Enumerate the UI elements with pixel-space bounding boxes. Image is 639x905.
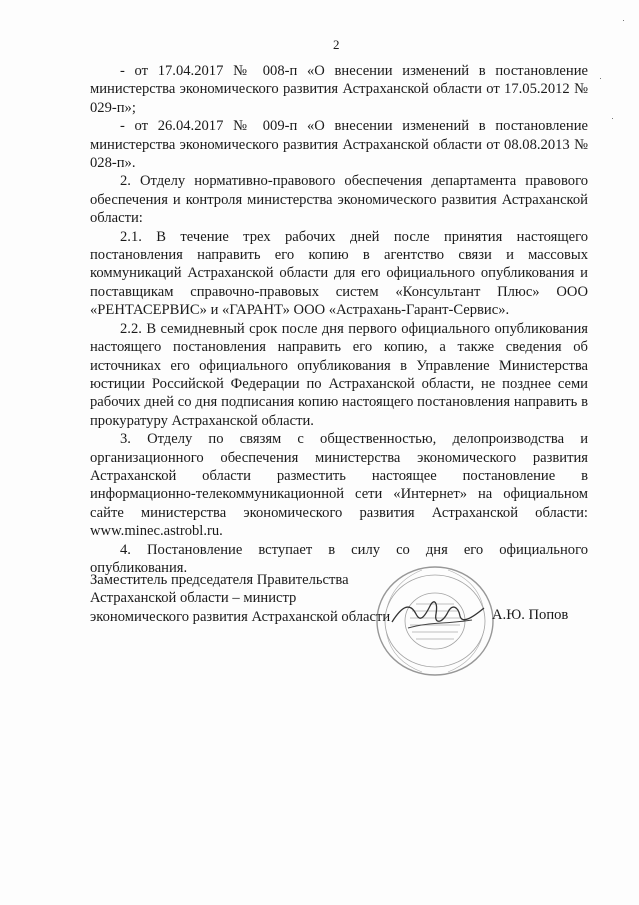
document-body bbox=[90, 62, 588, 577]
scan-artifact bbox=[612, 118, 613, 119]
page-number: 2 bbox=[333, 37, 340, 52]
clause-2: 2. Отделу нормативно-правового обеспечения департамента правового обеспечения и контроля министерства экономического развития Астраханской области: bbox=[90, 173, 588, 227]
amendment-item-2: - от 26.04.2017 № 009-п «О внесении изменений в постановление министерства экономического развития Астраханской области от 08.08.2013 № 028-п». bbox=[90, 118, 588, 172]
amendment-item-1: - от 17.04.2017 № 008-п «О внесении изменений в постановление министерства экономического развития Астраханской области от 17.05.2012 № 029-п»; bbox=[90, 63, 588, 116]
signer-title-line-3: экономического развития Астраханской области bbox=[90, 608, 391, 625]
clause-2-1: 2.1. В течение трех рабочих дней после принятия настоящего постановления направить его копию в агентство связи и массовых коммуникаций Астраханской области для его официального опубликования и поставщикам справочно-правовых систем «Консультант Плюс» ООО «РЕНТАСЕРВИС» и «ГАРАНТ» ООО «Астрахань-Гарант-Сервис». bbox=[90, 228, 588, 319]
clause-2-2: 2.2. В семидневный срок после дня первого официального опубликования настоящего постановления направить его копию, а также сведения об источниках его официального опубликования в Управление Министерства юстиции Российской Федерации по Астраханской области, не позднее семи рабочих дней со дня подписания копию настоящего постановления направить в прокуратуру Астраханской области. bbox=[90, 320, 588, 429]
signer-title-line-1: Заместитель председателя Правительства bbox=[90, 572, 349, 588]
signer-name: А.Ю. Попов bbox=[492, 607, 569, 623]
handwritten-signature bbox=[388, 588, 488, 638]
scan-artifact bbox=[623, 20, 624, 21]
scan-artifact bbox=[600, 78, 601, 79]
clause-3: 3. Отделу по связям с общественностью, делопроизводства и организационного обеспечения министерства экономического развития Астраханской области разместить настоящее постановление в информационно-телекоммуникационной сети «Интернет» на официальном сайте министерства экономического развития Астраханской области: www.minec.astrobl.ru. bbox=[90, 431, 588, 540]
clause-4: 4. Постановление вступает в силу со дня его официального опубликования. bbox=[90, 541, 588, 576]
signer-title-line-2: Астраханской области – министр bbox=[90, 590, 297, 607]
